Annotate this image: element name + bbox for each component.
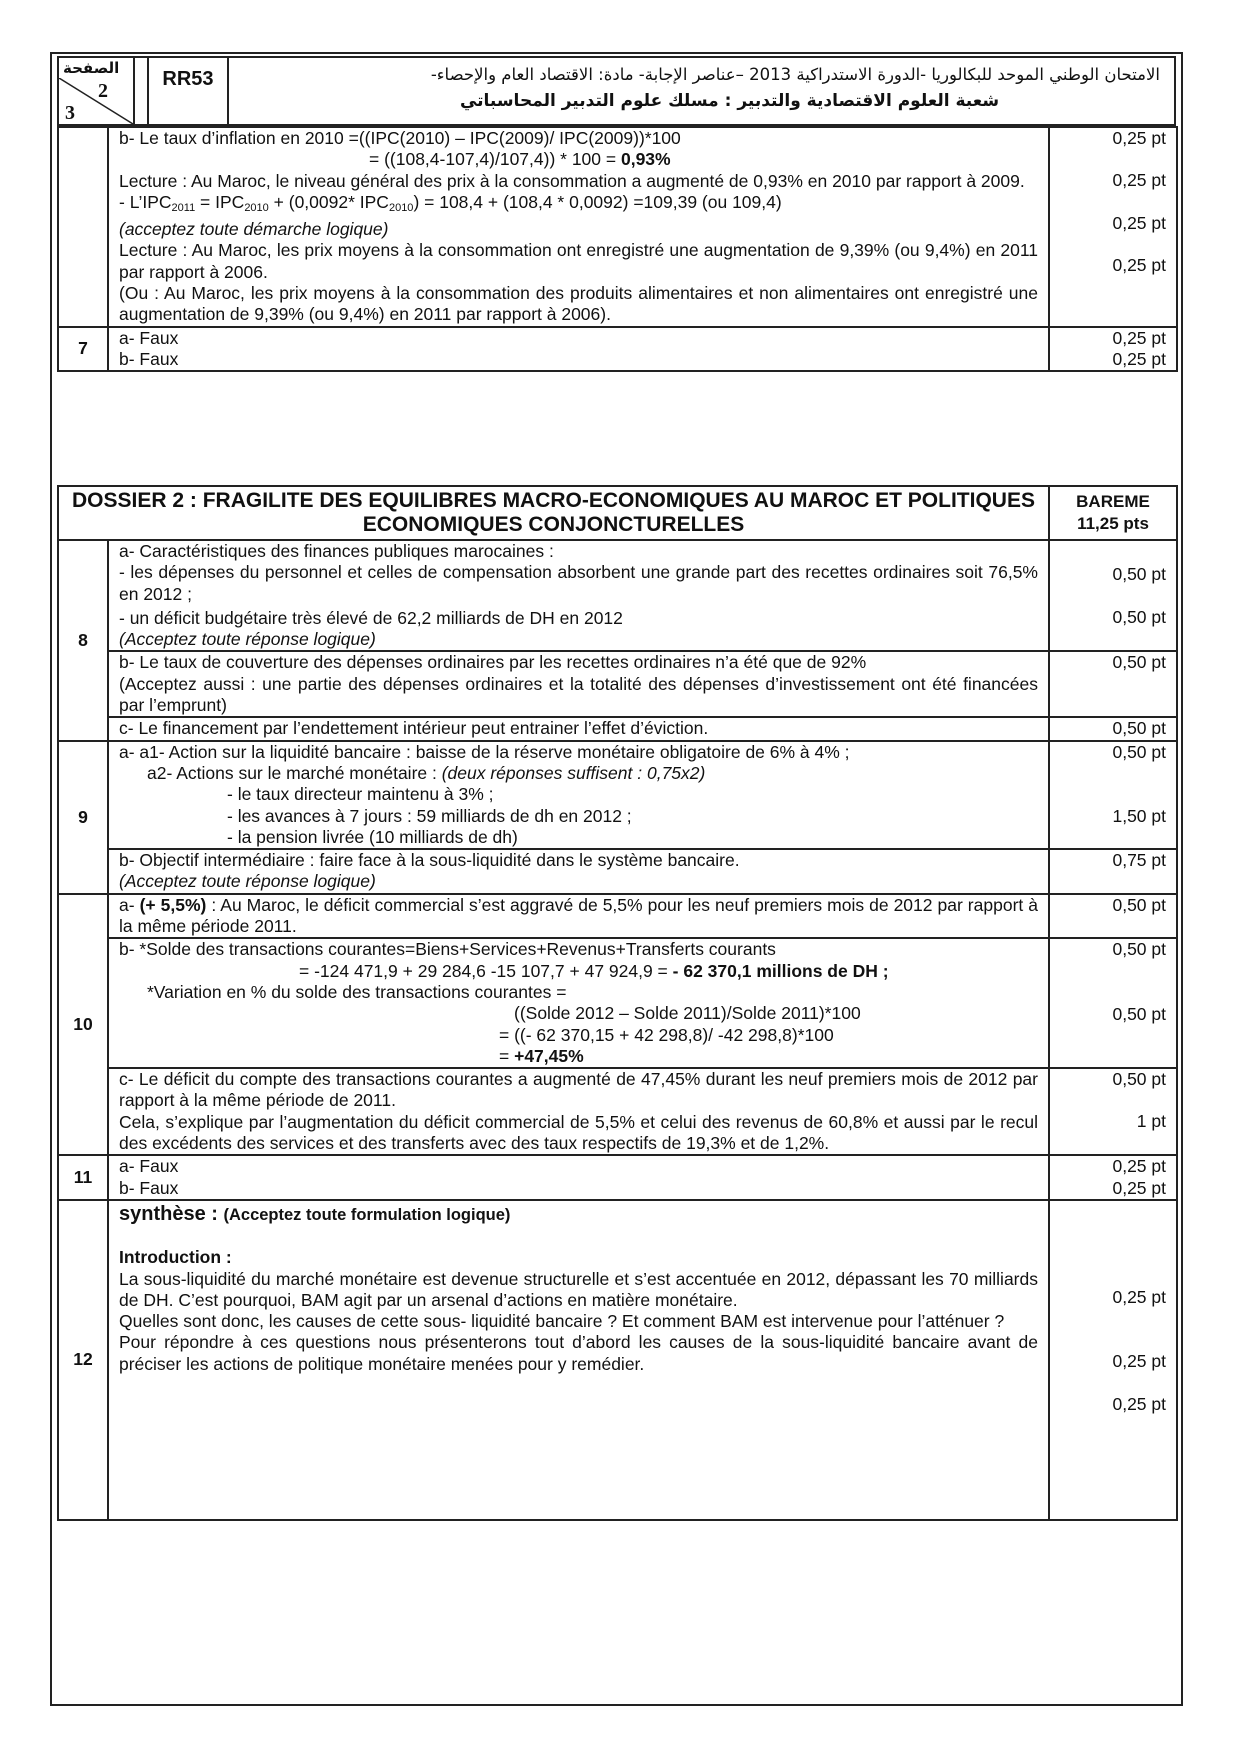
q10b-answer	[108, 938, 1049, 1068]
table-row-q8b	[58, 651, 1177, 717]
q6-line2-text: = ((108,4-107,4)/107,4)) * 100 =	[369, 149, 621, 170]
points: 0,25 pt	[1112, 1286, 1166, 1307]
table-row-q9b	[58, 849, 1177, 894]
question-number: 7	[58, 327, 108, 372]
table-row-q10a	[58, 894, 1177, 939]
q9-a2-note: (deux réponses suffisent : 0,75x2)	[441, 762, 706, 783]
q10-a-rate: (+ 5,5%)	[139, 894, 207, 915]
points: 0,25 pt	[1112, 170, 1166, 191]
q10-b6	[119, 1046, 1038, 1067]
question-number: 9	[58, 741, 108, 894]
q9a-answer	[108, 741, 1049, 849]
q7-points	[1049, 327, 1177, 372]
table-row-q12	[58, 1200, 1177, 1520]
points: 0,50 pt	[1112, 894, 1166, 915]
points: 0,50 pt	[1049, 717, 1177, 740]
q6-f3-sub: 2010	[388, 201, 414, 214]
q10-a-prefix: a-	[119, 894, 140, 915]
q6-note: (acceptez toute démarche logique)	[119, 219, 389, 240]
exam-title-line2: شعبة العلوم الاقتصادية والتدبير : مسلك علوم التدبير المحاسباتي	[459, 91, 1000, 111]
points: 0,50 pt	[1112, 741, 1166, 762]
header-spacer	[135, 58, 149, 124]
dossier2-header-row	[58, 486, 1177, 540]
q9-a2	[119, 763, 1038, 784]
q10-b4: ((Solde 2012 – Solde 2011)/Solde 2011)*100	[514, 1003, 861, 1024]
points: 0,50 pt	[1112, 1069, 1166, 1090]
q10-a-text: : Au Maroc, le déficit commercial s’est aggravé de 5,5% pour les neuf premiers mois de 2012 par rapport à la même période 2011.	[119, 894, 1038, 937]
points: 0,50 pt	[1112, 939, 1166, 960]
q6-inflation-result: 0,93%	[620, 149, 671, 170]
q10-b5: = ((- 62 370,15 + 42 298,8)/ -42 298,8)*100	[499, 1024, 834, 1045]
table-row-q6b	[58, 127, 1177, 327]
q7-answer	[108, 327, 1049, 372]
exam-code: RR53	[149, 58, 229, 124]
q6-f4: ) = 108,4 + (108,4 * 0,0092) =109,39 (ou 109,4)	[413, 191, 782, 212]
table-row-q8c	[58, 717, 1177, 740]
q6-ipc-formula	[119, 192, 1038, 219]
page-current: 2	[98, 80, 108, 102]
q9-a1: a- a1- Action sur la liquidité bancaire : baisse de la réserve monétaire obligatoire de 6% à 4% ;	[119, 741, 850, 762]
page-number-box	[59, 58, 135, 124]
table-row-q10c	[58, 1068, 1177, 1155]
points: 0,50 pt	[1112, 652, 1166, 673]
page-label: الصفحة	[63, 59, 120, 77]
q9-b1: b- Objectif intermédiaire : faire face à la sous-liquidité dans le système bancaire.	[119, 850, 740, 871]
q10c-points	[1049, 1068, 1177, 1155]
points: 0,25 pt	[1112, 327, 1166, 348]
points: 0,25 pt	[1112, 348, 1166, 369]
bareme-label: BAREME	[1076, 492, 1150, 511]
q8-b1: b- Le taux de couverture des dépenses ordinaires par les recettes ordinaires n’a été que de 92%	[119, 652, 867, 673]
q6-f3: + (0,0092* IPC	[268, 191, 389, 212]
question-number: 12	[58, 1200, 108, 1520]
points: 0,25 pt	[1112, 1177, 1166, 1198]
q6-f1: - L’IPC	[119, 191, 172, 212]
answers-table-dossier2	[57, 485, 1178, 1521]
q10-c1: c- Le déficit du compte des transactions courantes a augmenté de 47,45% durant les neuf premiers mois de 2012 par rapport à la même période de 2011.	[119, 1069, 1038, 1111]
q9-b2: (Acceptez toute réponse logique)	[119, 871, 376, 892]
q10-b6-eq: =	[499, 1045, 515, 1066]
q10-c2: Cela, s’explique par l’augmentation du déficit commercial de 5,5% et celui des revenus de 60,8% et aussi par le recul des excédents des services et des transferts avec des taux respectifs de 19,3% et de 1,2%.	[119, 1111, 1038, 1154]
points: 1 pt	[1136, 1111, 1166, 1132]
q10-b2	[119, 961, 1038, 982]
q9-item3: - la pension livrée (10 milliards de dh)	[227, 826, 518, 847]
q9-item2: - les avances à 7 jours : 59 milliards de dh en 2012 ;	[227, 805, 632, 826]
answers-table-dossier1	[57, 126, 1178, 372]
q11-a: a- Faux	[119, 1156, 179, 1177]
exam-title-line1: الامتحان الوطني الموحد للبكالوريا -الدورة الاستدراكية 2013 –عناصر الإجابة- مادة: الاقتصاد العام والإحصاء-	[430, 65, 1160, 84]
q11-points	[1049, 1155, 1177, 1200]
q12-points	[1049, 1200, 1177, 1520]
page-total: 3	[65, 102, 75, 124]
q9b-points	[1049, 849, 1177, 894]
q8-a1: a- Caractéristiques des finances publiques marocaines :	[119, 541, 554, 561]
q6b-points	[1049, 127, 1177, 327]
exam-title	[229, 58, 1174, 124]
q10-b2-result: - 62 370,1 millions de DH ;	[672, 960, 889, 981]
q6-f1-sub: 2011	[171, 201, 196, 214]
q8-b2: (Acceptez aussi : une partie des dépenses ordinaires et la totalité des dépenses d’investissement ont été financées par l’emprunt)	[119, 673, 1038, 716]
exam-header	[57, 56, 1176, 126]
q6b-answer	[108, 127, 1049, 327]
q9b-answer	[108, 849, 1049, 894]
question-number-empty	[58, 127, 108, 327]
bareme-cell	[1049, 486, 1177, 540]
q10b-points	[1049, 938, 1177, 1068]
points: 0,75 pt	[1112, 850, 1166, 871]
points: 0,50 pt	[1112, 607, 1166, 628]
points: 0,25 pt	[1112, 212, 1166, 233]
points: 0,50 pt	[1112, 1003, 1166, 1024]
q12-note: (Acceptez toute formulation logique)	[223, 1205, 511, 1224]
q12-paragraph1: La sous-liquidité du marché monétaire est devenue structurelle et s’est accentuée en 2012, dépassant les 70 milliards de DH. C’est pourquoi, BAM agit par un arsenal d’actions en matière monétaire.	[119, 1268, 1038, 1310]
q10-b1: b- *Solde des transactions courantes=Biens+Services+Revenus+Transferts courants	[119, 939, 776, 960]
q6-f2: = IPC	[195, 191, 245, 212]
points: 0,25 pt	[1112, 254, 1166, 275]
q8-a3: - un déficit budgétaire très élevé de 62,2 milliards de DH en 2012	[119, 607, 623, 628]
table-row-q7	[58, 327, 1177, 372]
q12-heading	[119, 1204, 1038, 1226]
q9-item1: - le taux directeur maintenu à 3% ;	[227, 784, 494, 805]
question-number: 11	[58, 1155, 108, 1200]
points: 0,25 pt	[1112, 128, 1166, 148]
q6-line1: b- Le taux d’inflation en 2010 =((IPC(2010) – IPC(2009)/ IPC(2009))*100	[119, 128, 681, 148]
q8-a4: (Acceptez toute réponse logique)	[119, 629, 376, 650]
q8b-points	[1049, 651, 1177, 717]
q9-a2-text: a2- Actions sur le marché monétaire :	[147, 762, 442, 783]
q10-b6-result: +47,45%	[514, 1045, 584, 1066]
question-number: 8	[58, 540, 108, 741]
points: 0,50 pt	[1112, 564, 1166, 584]
table-row-q9a	[58, 741, 1177, 849]
q11-b: b- Faux	[119, 1177, 179, 1198]
q8a-points	[1049, 540, 1177, 651]
q7-a: a- Faux	[119, 327, 179, 348]
q6-reading3: (Ou : Au Maroc, les prix moyens à la consommation des produits alimentaires et non alimentaires ont enregistré une augmentation de 9,39% (ou 9,4%) en 2011 par rapport à 2006).	[119, 283, 1038, 325]
table-row-q10b	[58, 938, 1177, 1068]
q8b-answer	[108, 651, 1049, 717]
question-number: 10	[58, 894, 108, 1156]
q8c-answer: c- Le financement par l’endettement intérieur peut entrainer l’effet d’éviction.	[108, 717, 1049, 740]
table-row-q8a	[58, 540, 1177, 651]
q12-paragraph2: Quelles sont donc, les causes de cette sous- liquidité bancaire ? Et comment BAM est intervenue pour l’atténuer ?	[119, 1311, 1005, 1332]
q12-intro-title: Introduction :	[119, 1247, 232, 1268]
q11-answer	[108, 1155, 1049, 1200]
q6-reading2: Lecture : Au Maroc, les prix moyens à la consommation ont enregistré une augmentation de 9,39% (ou 9,4%) en 2011 par rapport à 2006.	[119, 240, 1038, 282]
bareme-value: 11,25 pts	[1077, 514, 1149, 533]
q8-a2: - les dépenses du personnel et celles de compensation absorbent une grande part des recettes ordinaires soit 76,5% en 2012 ;	[119, 562, 1038, 604]
dossier2-title: DOSSIER 2 : FRAGILITE DES EQUILIBRES MACRO-ECONOMIQUES AU MAROC ET POLITIQUES ECONOMIQUES CONJONCTURELLES	[58, 486, 1049, 540]
q6-line2	[119, 149, 1038, 170]
q12-paragraph3: Pour répondre à ces questions nous présenterons tout d’abord les causes de la sous-liquidité bancaire avant de préciser les actions de politique monétaire menées pour y remédier.	[119, 1332, 1038, 1374]
q10-b2-calc: = -124 471,9 + 29 284,6 -15 107,7 + 47 924,9 =	[299, 960, 673, 981]
q6-f2-sub: 2010	[244, 201, 269, 214]
q7-b: b- Faux	[119, 348, 179, 369]
points: 0,25 pt	[1112, 1393, 1166, 1414]
q10c-answer	[108, 1068, 1049, 1155]
q6-reading1: Lecture : Au Maroc, le niveau général des prix à la consommation a augmenté de 0,93% en 2010 par rapport à 2009.	[119, 170, 1025, 191]
points: 1,50 pt	[1112, 805, 1166, 826]
points: 0,25 pt	[1112, 1351, 1166, 1372]
q12-answer	[108, 1200, 1049, 1520]
q10-b3: *Variation en % du solde des transactions courantes =	[147, 981, 567, 1002]
q9a-points	[1049, 741, 1177, 849]
q12-synthese: synthèse :	[119, 1202, 224, 1225]
table-row-q11	[58, 1155, 1177, 1200]
q8a-answer	[108, 540, 1049, 651]
points: 0,25 pt	[1112, 1156, 1166, 1177]
q10a-answer	[108, 894, 1049, 939]
q10a-points	[1049, 894, 1177, 939]
